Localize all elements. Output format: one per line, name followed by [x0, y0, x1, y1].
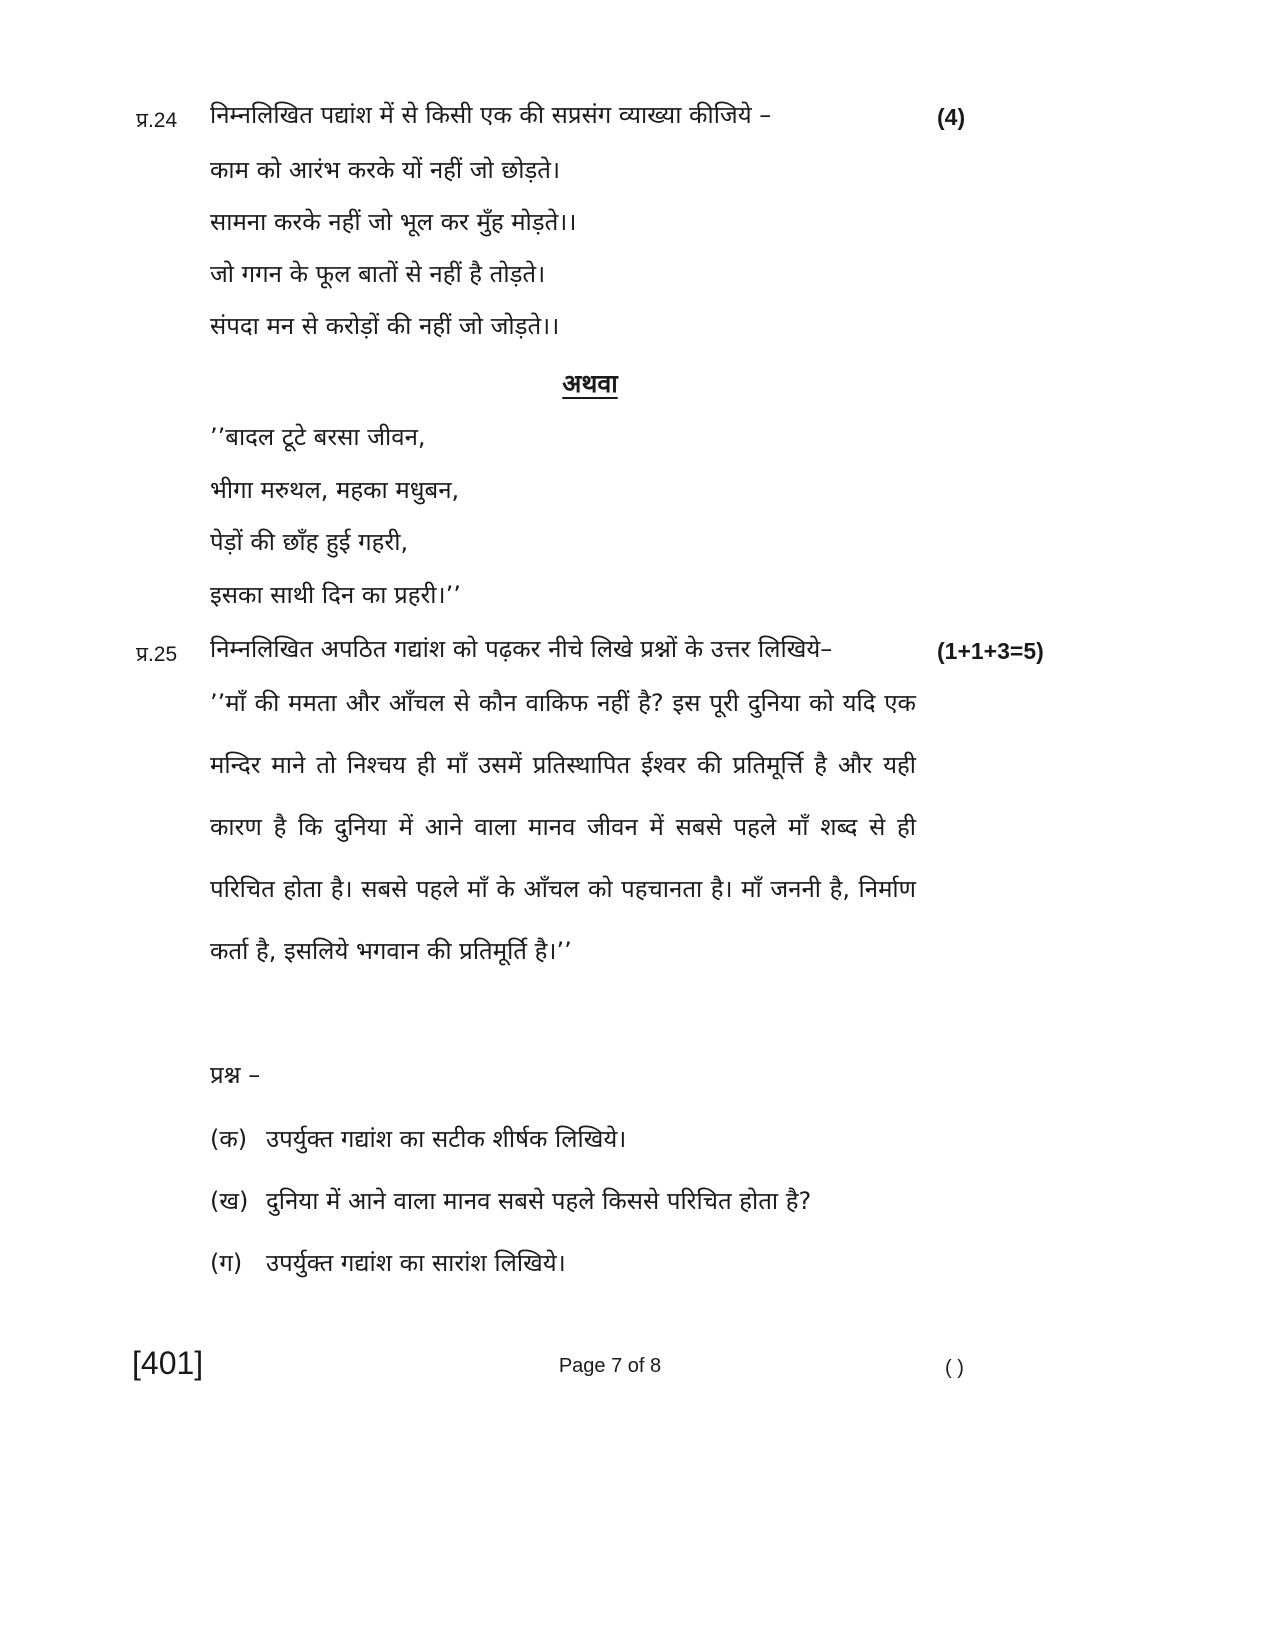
stanza2-line: पेड़ों की छाँह हुई गहरी,	[210, 528, 409, 556]
or-heading: अथवा	[562, 369, 618, 398]
sub-question	[210, 1246, 566, 1279]
questions-label: प्रश्न –	[210, 1061, 261, 1089]
question-24-marks: (4)	[937, 104, 966, 130]
question-24-instruction: निम्नलिखित पद्यांश में से किसी एक की सप्रसंग व्याख्या कीजिये –	[210, 101, 772, 129]
sub-question	[210, 1184, 811, 1217]
sub-question-text: दुनिया में आने वाला मानव सबसे पहले किससे परिचित होता है?	[266, 1187, 812, 1215]
question-25-number: प्र.25	[136, 643, 178, 666]
footer-parentheses: ( )	[945, 1357, 964, 1379]
page-number: Page 7 of 8	[558, 1355, 662, 1377]
unseen-passage: ’’माँ की ममता और आँचल से कौन वाकिफ नहीं है? इस पूरी दुनिया को यदि एक मन्दिर माने तो निश्चय ही माँ उसमें प्रतिस्थापित ईश्वर की प्रतिमूर्त्ति है और यही कारण है कि दुनिया में आने वाला मानव जीवन में सबसे पहले माँ शब्द से ही परिचित होता है। सबसे पहले माँ के आँचल को पहचानता है। माँ जननी है, निर्माण कर्ता है, इसलिये भगवान की प्रतिमूर्ति है।’’	[210, 689, 916, 965]
stanza1-line: काम को आरंभ करके यों नहीं जो छोड़ते।	[210, 156, 561, 184]
stanza2-line: इसका साथी दिन का प्रहरी।’’	[210, 581, 461, 609]
sub-question-label: (ग)	[210, 1249, 243, 1277]
sub-question-label: (ख)	[210, 1187, 249, 1215]
question-25-instruction: निम्नलिखित अपठित गद्यांश को पढ़कर नीचे लिखे प्रश्नों के उत्तर लिखिये–	[210, 635, 833, 663]
stanza1-line: जो गगन के फूल बातों से नहीं है तोड़ते।	[210, 260, 546, 288]
sub-question-text: उपर्युक्त गद्यांश का सटीक शीर्षक लिखिये।	[266, 1125, 627, 1153]
stanza2-line: ’’बादल टूटे बरसा जीवन,	[210, 423, 426, 451]
question-24-number: प्र.24	[136, 109, 178, 132]
stanza2-line: भीगा मरुथल, महका मधुबन,	[210, 476, 460, 504]
paper-code: [401]	[132, 1345, 204, 1381]
sub-question-text: उपर्युक्त गद्यांश का सारांश लिखिये।	[266, 1249, 566, 1277]
stanza1-line: संपदा मन से करोड़ों की नहीं जो जोड़ते।।	[210, 312, 560, 340]
sub-question-label: (क)	[210, 1125, 248, 1153]
question-25-marks: (1+1+3=5)	[937, 638, 1044, 664]
stanza1-line: सामना करके नहीं जो भूल कर मुँह मोड़ते।।	[210, 208, 577, 236]
sub-question	[210, 1122, 626, 1155]
